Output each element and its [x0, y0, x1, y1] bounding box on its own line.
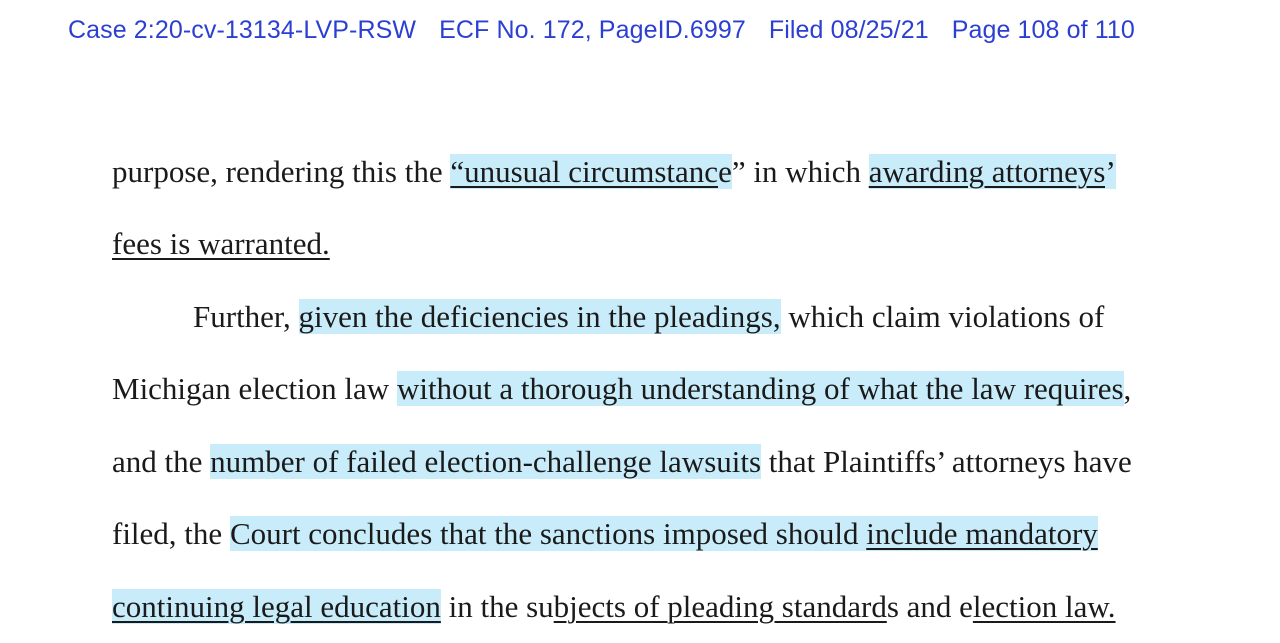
- text-line-1: [112, 154, 1116, 190]
- highlighted-underlined-text: “unusual circumstanc: [450, 154, 719, 189]
- highlighted-underlined-text: continuing legal education: [112, 589, 441, 624]
- text-segment: that Plaintiffs’ attorneys have: [761, 444, 1132, 479]
- text-line-5: [112, 444, 1132, 480]
- highlighted-text: without a thorough understanding of what the law requires: [396, 371, 1124, 406]
- page-number: Page 108 of 110: [951, 16, 1135, 44]
- text-line-7: [112, 589, 1116, 625]
- highlighted-text: ’: [1105, 154, 1116, 189]
- text-line-2: [112, 226, 330, 262]
- text-segment: and the: [112, 444, 211, 479]
- text-segment: in the su: [440, 589, 554, 624]
- ecf-number: ECF No. 172, PageID.6997: [439, 16, 746, 44]
- text-line-3: [112, 299, 1104, 335]
- text-segment: purpose, rendering this the: [112, 154, 451, 189]
- highlighted-text: number of failed election-challenge lawsuits: [210, 444, 762, 479]
- text-segment: filed, the: [112, 516, 230, 551]
- text-line-6: [112, 516, 1098, 552]
- text-segment: ,: [1123, 371, 1132, 406]
- underlined-text: lection law.: [972, 589, 1116, 624]
- filed-date: Filed 08/25/21: [768, 16, 929, 44]
- text-segment: s and e: [886, 589, 973, 624]
- text-line-4: [112, 371, 1131, 407]
- underlined-text: fees is warranted.: [112, 226, 330, 261]
- highlighted-underlined-text: awarding attorneys: [868, 154, 1106, 189]
- underlined-text: bjects of pleading standard: [553, 589, 887, 624]
- highlighted-underlined-text: include mandatory: [866, 516, 1098, 551]
- case-number: Case 2:20-cv-13134-LVP-RSW: [68, 16, 417, 44]
- text-segment: which claim violations of: [780, 299, 1105, 334]
- text-segment: Further,: [193, 299, 299, 334]
- highlighted-text: Court concludes that the sanctions imposed should: [229, 516, 867, 551]
- text-segment: Michigan election law: [112, 371, 397, 406]
- highlighted-text: e: [718, 154, 732, 189]
- ecf-header: [68, 16, 1135, 45]
- highlighted-text: given the deficiencies in the pleadings,: [298, 299, 781, 334]
- text-segment: ” in which: [731, 154, 869, 189]
